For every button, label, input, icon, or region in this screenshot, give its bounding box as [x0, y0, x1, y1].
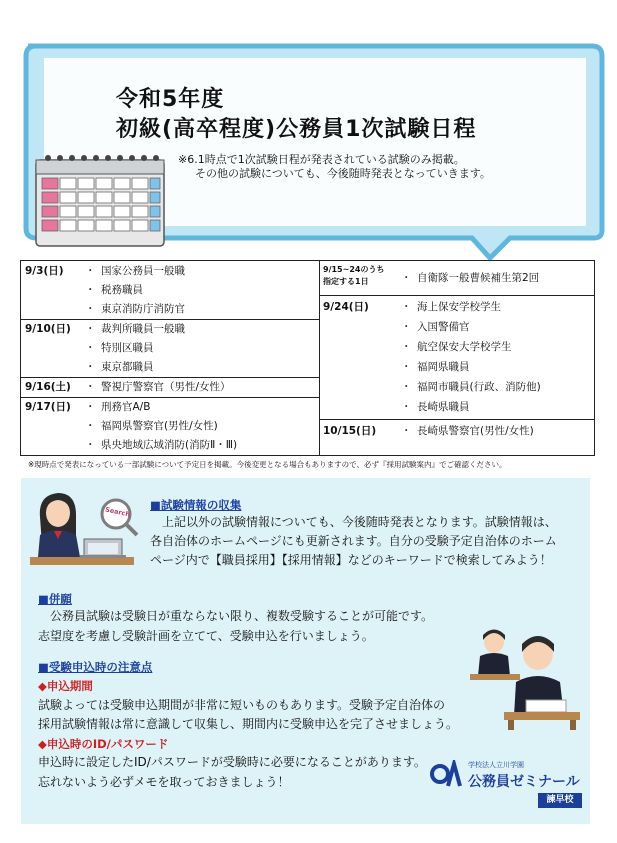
page-title: 初級(高卒程度)公務員1次試験日程: [116, 117, 477, 142]
schedule-table: 9/3(日) ・ 国家公務員一般職 ・ 税務職員 ・ 東京消防庁消防官 9/10(日) ・ 裁判所職員一般職 ・ 特別区職員 ・ 東京都職員 9/16(土) ・ 警視庁警察官（男性/女性） 9/17(日) ・ 刑務官A/B ・ 福岡県警察官(男性/女性) ・ 県央地域広域消防(消防Ⅱ・Ⅲ) 9/15~24のうち 指定する1日 ・ 自衛隊一般曹候補生第2回 9/24(日) ・ 海上保安学校学生 ・ 入国警備官 ・ 航空保安大学校学生 ・ 福岡県職員 ・ 福岡市職員(行政、消防他) ・ 長崎県職員 10/15(日) ・ 長崎県警察官(男性/女性): [20, 260, 595, 456]
date-cell: 9/10(日): [25, 323, 71, 335]
date-cell: 9/15~24のうち: [323, 265, 385, 274]
exam-name: 福岡県職員: [417, 361, 470, 373]
table-footnote: ※現時点で発表になっている一部試験について予定日を掲載。今後変更となる場合もありますので、必ず『採用試験案内』でご確認ください。: [28, 460, 507, 469]
exam-name: 自衛隊一般曹候補生第2回: [417, 272, 540, 284]
paragraph-line: 上記以外の試験情報についても、今後随時発表となります。試験情報は、: [162, 515, 557, 529]
exam-name: 刑務官A/B: [101, 401, 151, 413]
date-cell: 9/24(日): [323, 301, 369, 313]
table-center-divider: [319, 261, 320, 455]
header-note-1: ※6.1時点で1次試験日程が発表されている試験のみ掲載。: [178, 153, 465, 166]
logo-organization: 学校法人立川学園: [468, 761, 524, 769]
exam-name: 裁判所職員一般職: [101, 323, 185, 335]
exam-name: 警視庁警察官（男性/女性）: [101, 381, 231, 393]
subheading-id-password: ◆申込時のID/パスワード: [38, 737, 169, 751]
paragraph-line: 忘れないよう必ずメモを取っておきましょう！: [38, 775, 290, 789]
paragraph-line: 志望度を考慮し受験計画を立てて、受験申込を行いましょう。: [38, 629, 374, 643]
title-year: 令和5年度: [116, 87, 225, 112]
date-cell: 指定する1日: [323, 277, 369, 286]
logo-campus-badge: 諫早校: [538, 793, 582, 808]
paragraph-line: 各自治体のホームページにも更新されます。自分の受験予定自治体のホーム: [150, 534, 557, 548]
date-cell: 10/15(日): [323, 425, 377, 437]
paragraph-line: 公務員試験は受験日が重ならない限り、複数受験することが可能です。: [50, 609, 434, 623]
logo-name: 公務員ゼミナール: [468, 774, 580, 790]
header-note-2: その他の試験についても、今後随時発表となっていきます。: [195, 167, 491, 180]
paragraph-line: 試験よっては受験申込期間が非常に短いものもあります。受験予定自治体の: [38, 698, 446, 712]
exam-name: 東京消防庁消防官: [101, 303, 185, 315]
exam-name: 県央地域広域消防(消防Ⅱ・Ⅲ): [101, 439, 238, 451]
subheading-application-period: ◆申込期間: [38, 679, 93, 693]
exam-name: 福岡市職員(行政、消防他): [417, 381, 541, 393]
exam-name: 入国警備官: [417, 321, 470, 333]
exam-name: 航空保安大学校学生: [417, 341, 512, 353]
exam-name: 福岡県警察官(男性/女性): [101, 420, 218, 432]
calendar-icon: [30, 150, 170, 250]
date-cell: 9/3(日): [25, 265, 64, 277]
exam-name: 税務職員: [101, 284, 143, 296]
paragraph-line: 採用試験情報は常に意識して収集し、期間内に受験申込を完了させましょう。: [38, 717, 459, 731]
exam-name: 東京都職員: [101, 361, 154, 373]
exam-name: 海上保安学校学生: [417, 301, 501, 313]
section-heading-info-collection: ■試験情報の収集: [150, 498, 242, 512]
search-label: Search: [104, 505, 131, 519]
paragraph-line: 申込時に設定したID/パスワードが受験時に必要になることがあります。: [38, 755, 426, 769]
exam-name: 長崎県職員: [417, 401, 470, 413]
section-heading-multiple-applications: ■併願: [38, 592, 72, 606]
paragraph-line: ページ内で【職員採用】【採用情報】などのキーワードで検索してみよう！: [150, 553, 552, 567]
exam-name: 長崎県警察官(男性/女性): [417, 425, 534, 437]
date-cell: 9/17(日): [25, 401, 71, 413]
exam-name: 特別区職員: [101, 342, 154, 354]
exam-name: 国家公務員一般職: [101, 265, 185, 277]
date-cell: 9/16(土): [25, 381, 71, 393]
logo-mark-icon: [430, 760, 464, 788]
search-magnifier-icon: [98, 496, 140, 538]
students-exam-illustration: [468, 624, 580, 730]
section-heading-application-notes: ■受験申込時の注意点: [38, 660, 153, 674]
school-logo: [430, 758, 588, 810]
